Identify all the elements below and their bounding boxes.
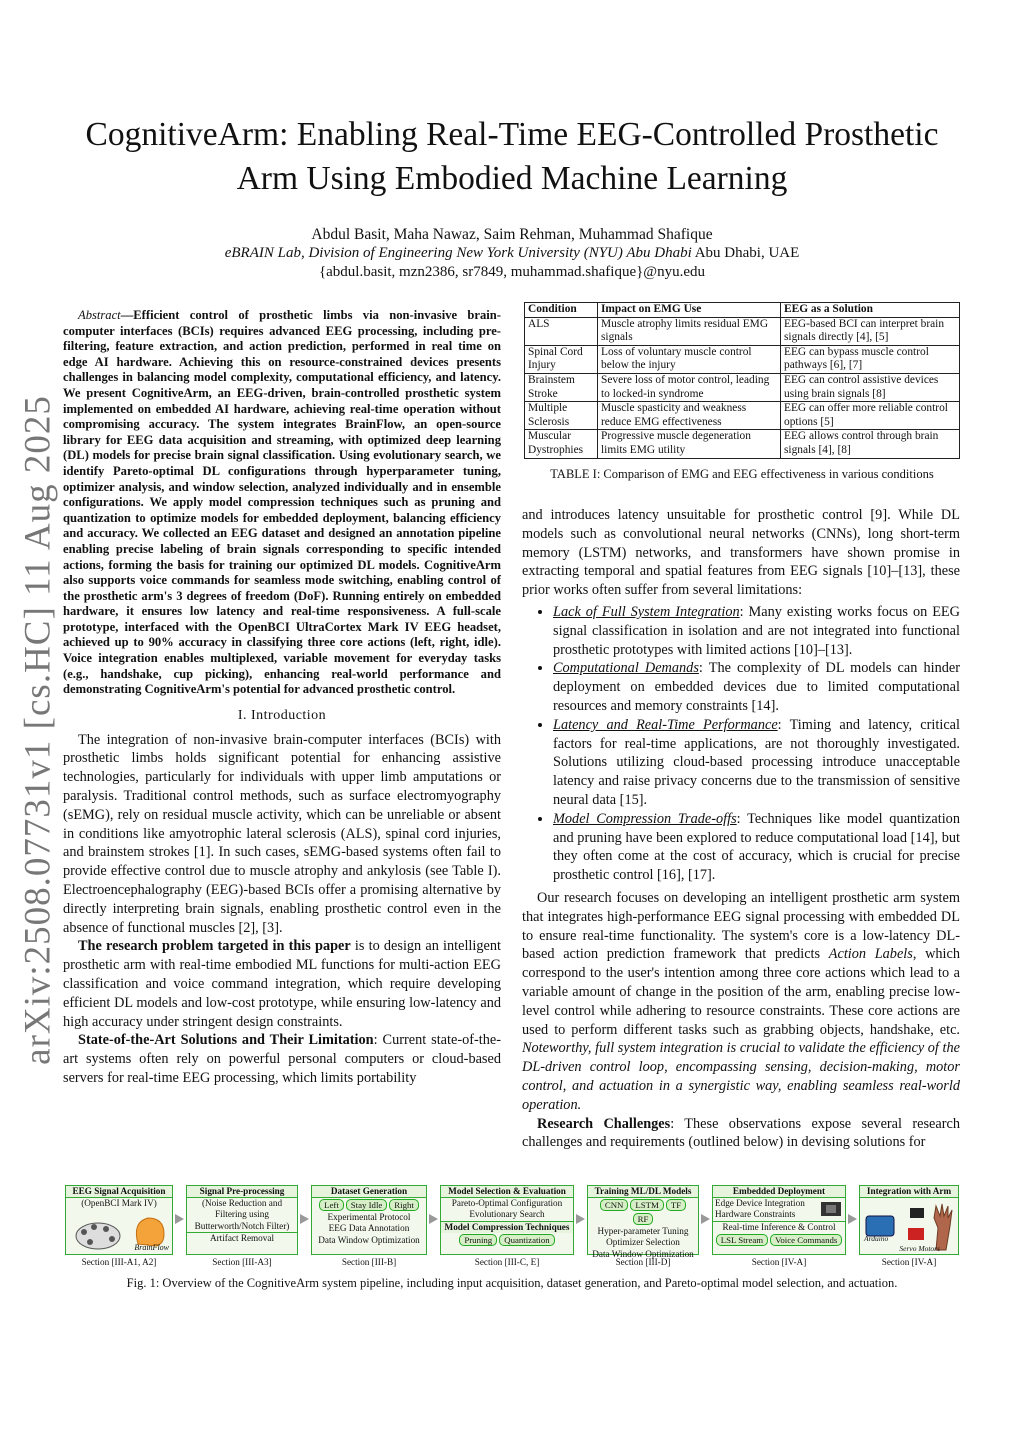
block-title: Dataset Generation (312, 1186, 426, 1198)
arduino-label: Arduino (864, 1233, 889, 1243)
section-ref: Section [III-A1, A2] (81, 1257, 157, 1267)
pipeline-block-acquisition (65, 1185, 173, 1255)
table-cell: Spinal Cord Injury (525, 345, 598, 373)
table-cell: Muscle spasticity and weakness reduce EMG effectiveness (598, 402, 781, 430)
list-item (553, 716, 960, 810)
table-header: Condition (525, 303, 598, 318)
chip: Pruning (459, 1234, 497, 1246)
chip: CNN (600, 1199, 629, 1211)
research-challenges-label: Research Challenges (537, 1115, 671, 1132)
arrow-icon (848, 1214, 857, 1224)
action-labels-term: Action Labels (828, 946, 913, 963)
authors: Abdul Basit, Maha Nawaz, Saim Rehman, Muhammad Shafique (311, 226, 713, 243)
limitation-title: Latency and Real-Time Performance (553, 716, 778, 733)
block-title: EEG Signal Acquisition (66, 1186, 172, 1198)
chip: LSL Stream (716, 1234, 768, 1246)
limitation-title: Lack of Full System Integration (553, 603, 740, 620)
abstract-text: —Efficient control of prosthetic limbs via non-invasive brain-computer interfaces (BCIs) requires advanced EEG processing, including pre-filtering, feature extraction, and action prediction, performed in real time on edge AI hardware. Achieving this on resource-constrained devices presents challenges in balancing model complexity, computational efficiency, and latency. We present CognitiveArm, an EEG-driven, brain-controlled prosthetic system implemented on embedded AI hardware, achieving real-time operation without compromising accuracy. The system integrates BrainFlow, an open-source library for EEG data acquisition and streaming, with optimized deep learning (DL) models for precise brain signal classification. Using evolutionary search, we identify Pareto-optimal DL configurations through hyperparameter tuning, optimizer analysis, and window selection, analyzed individually and in ensemble configurations. We apply model compression techniques such as pruning and quantization to optimize models for embedded deployment, balancing efficiency and accuracy. We collected an EEG dataset and designed an annotation pipeline enabling precise labeling of brain signals corresponding to specific intended actions, forming the basis for training our optimized DL models. CognitiveArm also supports voice commands for seamless mode switching, enabling control of the prosthetic arm's 3 degrees of freedom (DoF). Running entirely on embedded hardware, it ensures low latency and real-time responsiveness. A full-scale prototype, interfaced with the OpenBCI UltraCortex Mark IV EEG headset, achieved up to 90% accuracy in classifying three core actions (left, right, idle). Voice integration enables multiplexed, variable movement for everyday tasks (e.g., handshake, cup picking), enhancing real-world performance and demonstrating CognitiveArm's potential for advanced prosthetic control. (63, 308, 501, 697)
table-row (525, 345, 960, 373)
section-ref: Section [III-B] (341, 1257, 397, 1267)
arxiv-sidebar (8, 395, 68, 1065)
arrow-icon (429, 1214, 438, 1224)
block-line: Pareto-Optimal Configuration (451, 1198, 563, 1209)
table-cell: Progressive muscle degeneration limits EMG utility (598, 430, 781, 458)
table-cell: EEG can bypass muscle control pathways [6], [7] (781, 345, 960, 373)
right-paragraph-3 (522, 1115, 960, 1153)
section-ref: Section [IV-A] (751, 1257, 807, 1267)
section-ref: Section [III-D] (615, 1257, 671, 1267)
right-column (522, 506, 960, 1152)
table-cell: EEG can offer more reliable control options [5] (781, 402, 960, 430)
table-cell: Severe loss of motor control, leading to locked-in syndrome (598, 373, 781, 401)
right-paragraph-1: and introduces latency unsuitable for prosthetic control [9]. While DL models such as convolutional neural networks (CNNs), long short-term memory (LSTM) networks, and transformers have shown promise in extracting temporal and spatial features from EEG signals [10]–[13], these prior works often suffer from several limitations: (522, 507, 960, 599)
limitation-text: : The complexity of DL models can hinder deployment on embedded devices due to limited computational resources and memory constraints [14]. (553, 660, 960, 714)
right-paragraph-2 (522, 889, 960, 1115)
section-ref: Section [III-C, E] (474, 1257, 540, 1267)
table-row (525, 430, 960, 458)
block-line: Experimental Protocol (327, 1212, 411, 1223)
arrow-icon (701, 1214, 710, 1224)
block-line: Data Window Optimization (592, 1248, 694, 1259)
left-column (63, 308, 501, 1088)
servo-motor-icon (910, 1208, 924, 1218)
edge-board-icon (820, 1199, 842, 1219)
chip: RF (633, 1213, 654, 1225)
list-item (553, 810, 960, 885)
block-line: Filtering using (215, 1209, 269, 1220)
table-header-row (525, 303, 960, 318)
block-title: Model Selection & Evaluation (441, 1186, 573, 1198)
block-title: Signal Pre-processing (187, 1186, 297, 1198)
arrow-icon (576, 1214, 585, 1224)
block-line: (Noise Reduction and (201, 1198, 283, 1209)
limitation-text: : Techniques like model quantization and pruning have been explored to reduce computational load [14], but they often come at the cost of accuracy, which is crucial for precise prosthetic control [16], [17]. (553, 810, 960, 884)
block-line: Optimizer Selection (606, 1237, 680, 1248)
table-header: EEG as a Solution (781, 303, 960, 318)
figure-1-pipeline (60, 1182, 964, 1274)
figure-1-caption: Fig. 1: Overview of the CognitiveArm system pipeline, including input acquisition, dataset generation, and Pareto-optimal model selection, and actuation. (126, 1276, 898, 1290)
table-row (525, 373, 960, 401)
affiliation (60, 245, 964, 262)
table-cell: Loss of voluntary muscle control below the injury (598, 345, 781, 373)
block-title: Embedded Deployment (713, 1186, 845, 1198)
table-cell: Muscular Dystrophies (525, 430, 598, 458)
block-line: Butterworth/Notch Filter) (194, 1220, 290, 1231)
servo-motors-label: Servo Motors (899, 1243, 940, 1253)
pipeline-block-preprocessing (186, 1185, 298, 1255)
intro-paragraph-2 (63, 937, 501, 1031)
block-line: Evolutionary Search (469, 1209, 545, 1220)
block-line: (OpenBCI Mark IV) (81, 1198, 157, 1209)
arrow-icon (175, 1214, 184, 1224)
table-row (525, 402, 960, 430)
limitation-text: : Timing and latency, critical factors for real-time applications, are not thoroughly investigated. Solutions utilizing cloud-based processing introduce unacceptable latency and raise privacy concerns due to the transmission of sensitive neural data [15]. (553, 716, 960, 808)
intro-paragraph-1: The integration of non-invasive brain-computer interfaces (BCIs) with prosthetic limbs holds significant potential for enhancing assistive technologies, particularly for individuals with upper limb amputations or paralysis. Traditional control methods, such as surface electromyography (sEMG), rely on residual muscle activity, which can be unreliable or absent in conditions like amyotrophic lateral sclerosis (ALS), spinal cord injuries, and brainstem strokes [1]. In such cases, sEMG-based systems often fail to provide effective control due to muscle atrophy and ankylosis (see Table I). Electroencephalography (EEG)-based BCIs offer a promising alternative by directly interpreting brain signals, enabling prosthetic control even in the absence of functional muscles [2], [3]. (63, 731, 501, 936)
right-paragraph-2-emphasis: Noteworthy, full system integration is crucial to validate the efficiency of the DL-driven control loop, encompassing sensing, decision-making, motor control, and actuation in a synergistic way, enabling seamless real-world operation. (522, 1040, 960, 1113)
block-line: Real-time Inference & Control (713, 1221, 845, 1233)
block-line: Artifact Removal (187, 1232, 297, 1244)
arrow-icon (300, 1214, 309, 1224)
chip: Voice Commands (770, 1234, 842, 1246)
section-ref: Section [IV-A] (881, 1257, 937, 1267)
title-line-1: CognitiveArm: Enabling Real-Time EEG-Controlled Prosthetic (85, 116, 939, 153)
block-title: Training ML/DL Models (588, 1186, 698, 1198)
abstract (63, 308, 501, 698)
section-ref: Section [III-A3] (212, 1257, 272, 1267)
right-paragraph-2-part-b: , which correspond to the user's intention among three core actions which lead to a variable amount of change in the position of the arm, enabling precise low-level control while adhering to resource constraints. These core actions are used to perform different tasks such as grabbing objects, handshake, etc. (522, 946, 961, 1038)
title-line-2: Arm Using Embodied Machine Learning (236, 160, 788, 197)
chip: LSTM (630, 1199, 663, 1211)
affiliation-location: Abu Dhabi, UAE (691, 245, 800, 261)
right-paragraph-3-text: : These observations expose several research challenges and requirements (outlined below) in devising solutions for (522, 1115, 960, 1151)
table-header: Impact on EMG Use (598, 303, 781, 318)
limitations-list (522, 603, 960, 885)
table-cell: EEG allows control through brain signals [4], [8] (781, 430, 960, 458)
table-cell: Muscle atrophy limits residual EMG signals (598, 317, 781, 345)
intro-paragraph-3-text: : Current state-of-the-art systems often rely on powerful personal computers or cloud-based servers for real-time EEG processing, which limits portability (63, 1032, 501, 1086)
table-cell: Brainstem Stroke (525, 373, 598, 401)
sota-label: State-of-the-Art Solutions and Their Limitation (78, 1032, 374, 1049)
list-item (553, 659, 960, 715)
table-cell: EEG-based BCI can interpret brain signals directly [4], [5] (781, 317, 960, 345)
pipeline-block-arm (859, 1185, 959, 1255)
pipeline-block-dataset (311, 1185, 427, 1255)
table-cell: EEG can control assistive devices using brain signals [8] (781, 373, 960, 401)
chip: Left (319, 1199, 344, 1211)
block-title: Integration with Arm (860, 1186, 958, 1198)
intro-paragraph-3 (63, 1031, 501, 1087)
right-paragraph-2-part-a: Our research focuses on developing an intelligent prosthetic arm system that integrates high-performance EEG signal processing with embedded DL to ensure real-time functionality. The system's core is a low-latency DL-based action prediction framework that predicts (522, 889, 960, 963)
block-subtitle: Model Compression Techniques (441, 1221, 573, 1233)
limitation-title: Model Compression Trade-offs (553, 810, 737, 827)
abstract-label: Abstract (78, 308, 121, 322)
pipeline-block-deployment (712, 1185, 846, 1255)
limitation-text: : Many existing works focus on EEG signal classification in isolation and are not integrated into functional prosthetic prototypes with limited actions [10]–[13]. (553, 603, 960, 658)
pipeline-block-training (587, 1185, 699, 1259)
intro-paragraph-2-text: is to design an intelligent prosthetic arm with real-time embodied ML functions for multi-action EEG classification and voice command integration, which require developing efficient DL models and low-cost prototype, while ensuring low-latency and high accuracy under stringent design constraints. (63, 938, 501, 1030)
author-emails: {abdul.basit, mzn2386, sr7849, muhammad.shafique}@nyu.edu (318, 264, 706, 280)
chip: Right (389, 1199, 419, 1211)
table-cell: Multiple Sclerosis (525, 402, 598, 430)
intro-heading: I. Introduction (237, 707, 327, 723)
chip: Stay Idle (346, 1199, 388, 1211)
table-1-caption: TABLE I: Comparison of EMG and EEG effectiveness in various conditions (550, 467, 934, 481)
table-1 (524, 302, 960, 459)
list-item (553, 603, 960, 659)
block-line: Hardware Constraints (715, 1209, 796, 1220)
paper-title (60, 113, 964, 201)
chip: TF (666, 1199, 686, 1211)
affiliation-lab: eBRAIN Lab, Division of Engineering New York University (NYU) Abu Dhabi (224, 245, 692, 261)
pipeline-block-model-selection (440, 1185, 574, 1255)
research-problem-label: The research problem targeted in this paper (78, 938, 351, 955)
limitation-title: Computational Demands (553, 660, 699, 677)
arxiv-identifier: arXiv:2508.07731v1 [cs.HC] 11 Aug 2025 (17, 395, 59, 1065)
block-line: Hyper-parameter Tuning (597, 1226, 689, 1237)
table-row (525, 317, 960, 345)
table-cell: ALS (525, 317, 598, 345)
block-line: Edge Device Integration (715, 1198, 805, 1209)
block-line: EEG Data Annotation (328, 1223, 410, 1234)
chip: Quantization (499, 1234, 554, 1246)
brainflow-label: BrainFlow (134, 1242, 169, 1252)
block-line: Data Window Optimization (318, 1234, 420, 1245)
